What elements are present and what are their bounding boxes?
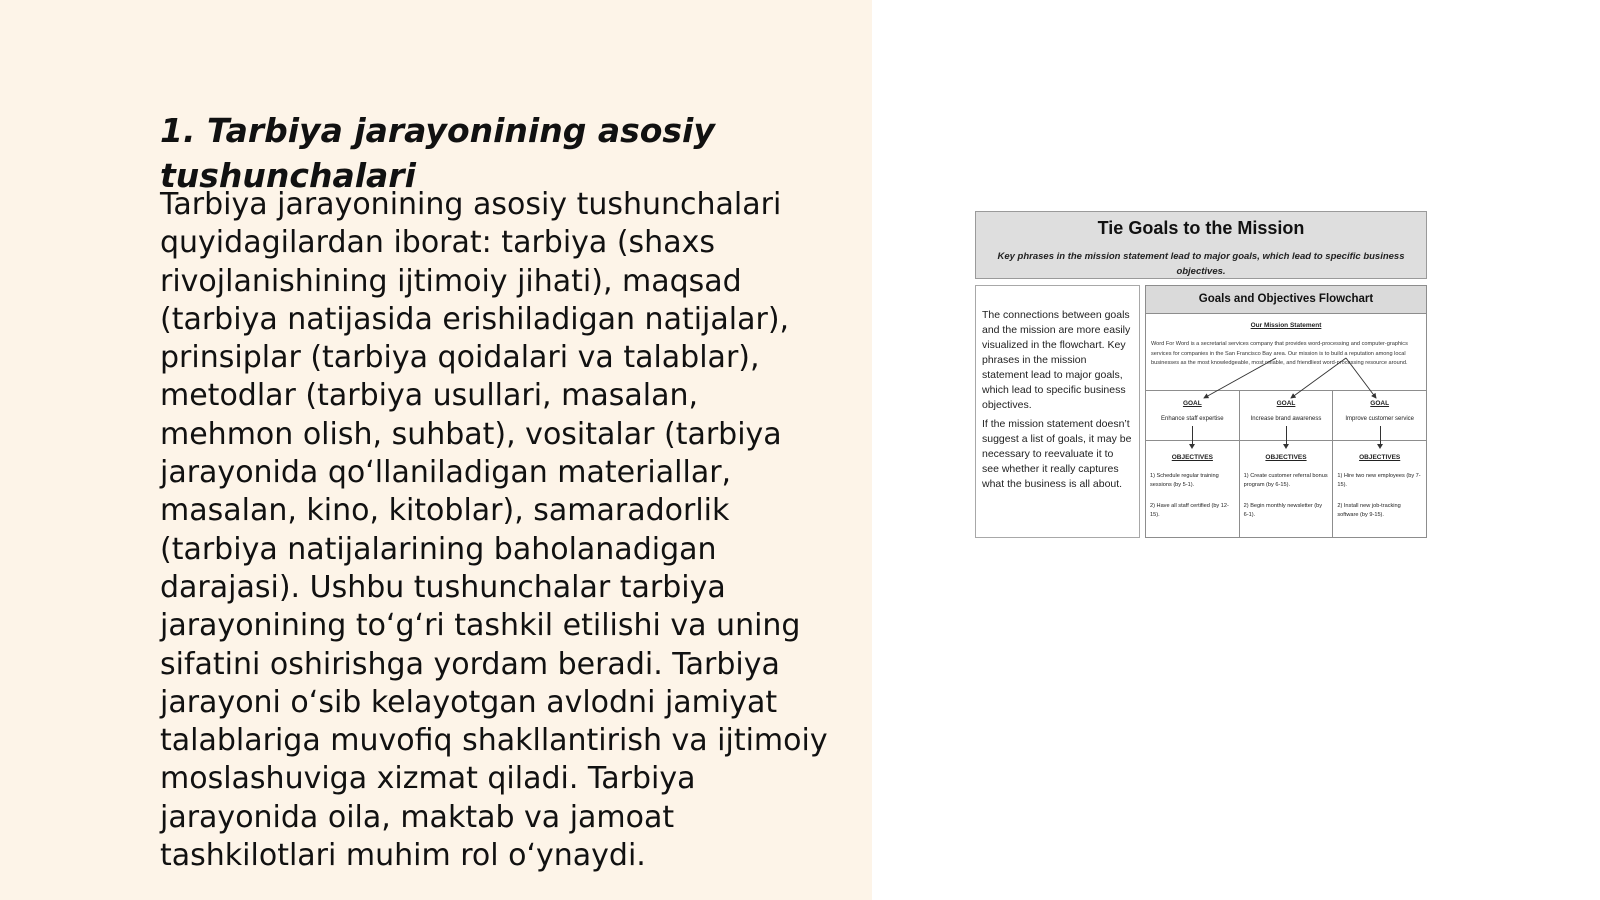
mission-statement-title: Our Mission Statement	[1250, 322, 1322, 329]
down-arrow-icon	[1380, 426, 1381, 446]
objective-2: 2) Have all staff certified (by 12-15).	[1150, 503, 1229, 518]
side-note-paragraph-2: If the mission statement doesn’t suggest a list of goals, it may be necessary to reevaluate it to see whether it really captures what the business is all about.	[982, 418, 1132, 490]
objective-1: 1) Schedule regular training sessions (by 5-1).	[1150, 473, 1219, 488]
objective-2: 2) Begin monthly newsletter (by 6-1).	[1243, 503, 1323, 518]
mission-to-goal-arrows	[1146, 286, 1426, 406]
objectives-label: OBJECTIVES	[1359, 454, 1401, 461]
goal-text: Enhance staff expertise	[1161, 416, 1224, 422]
figure-title: Tie Goals to the Mission	[1097, 218, 1305, 238]
goal-label: GOAL	[1276, 400, 1296, 407]
goal-column	[1333, 390, 1426, 537]
goals-objectives-flowchart	[1145, 285, 1427, 538]
objective-2: 2) Install new job-tracking software (by 9-15).	[1337, 503, 1401, 518]
goal-label: GOAL	[1370, 400, 1390, 407]
objective-1: 1) Create customer referral bonus program (by 6-15).	[1243, 473, 1328, 488]
figure-side-note	[975, 285, 1140, 538]
side-note-paragraph-1: The connections between goals and the mission are more easily visualized in the flowchart. Key phrases in the mission statement lead to major goals, which lead to specific business objectives.	[982, 309, 1131, 411]
goal-column	[1146, 390, 1240, 537]
goals-grid	[1146, 390, 1426, 537]
slide-title: 1. Tarbiya jarayonining asosiy tushunchalari	[160, 111, 715, 195]
down-arrow-icon	[1192, 426, 1193, 446]
figure-header	[975, 211, 1427, 279]
objectives-label: OBJECTIVES	[1171, 454, 1213, 461]
goal-text: Improve customer service	[1345, 416, 1415, 422]
goal-label: GOAL	[1182, 400, 1202, 407]
figure-subtitle: Key phrases in the mission statement lead to major goals, which lead to specific business objectives.	[997, 251, 1405, 277]
slide-body-text: Tarbiya jarayonining asosiy tushunchalari quyidagilardan iborat: tarbiya (shaxs rivojlanishining ijtimoiy jihati), maqsad (tarbiya natijasida erishiladigan natijalar), prinsiplar (tarbiya qoidalari va talablar), metodlar (tarbiya usullari, masalan, mehmon olish, suhbat), vositalar (tarbiya jarayonida qo‘llaniladigan materiallar, masalan, kino, kitoblar), samaradorlik (tarbiya natijalarining baholanadigan darajasi). Ushbu tushunchalar tarbiya jarayonining to‘g‘ri tashkil etilishi va uning sifatini oshirishga yordam beradi. Tarbiya jarayoni o‘sib kelayotgan avlodni jamiyat talablariga muvofiq shakllantirish va ijtimoiy moslashuviga xizmat qiladi. Tarbiya jarayonida oila, maktab va jamoat tashkilotlari muhim rol o‘ynaydi.	[160, 187, 828, 874]
goal-text: Increase brand awareness	[1250, 416, 1322, 422]
mission-goals-figure	[975, 211, 1427, 538]
objective-1: 1) Hire two new employees (by 7-15).	[1337, 473, 1421, 488]
down-arrow-icon	[1286, 426, 1287, 446]
goal-column	[1240, 390, 1334, 537]
objectives-label: OBJECTIVES	[1265, 454, 1307, 461]
flowchart-heading: Goals and Objectives Flowchart	[1146, 286, 1426, 314]
mission-statement-text: Word For Word is a secretarial services company that provides word-processing and computer-graphics services for companies in the San Francisco Bay area. Our mission is to build a reputation among local businesses as the most knowledgeable, most reliable, and friendliest word-processing resource around.	[1151, 341, 1408, 366]
